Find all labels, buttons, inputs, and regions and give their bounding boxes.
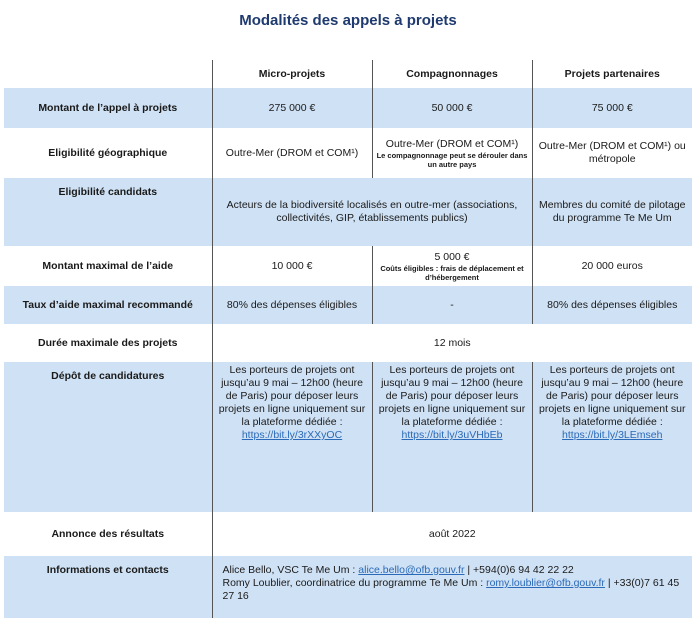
cell-value: Outre-Mer (DROM et COM¹) ou métropole	[532, 128, 692, 178]
row-annonce	[4, 512, 692, 556]
cell-value: 275 000 €	[212, 88, 372, 128]
contact-text: Alice Bello, VSC Te Me Um :	[222, 564, 359, 576]
row-duree	[4, 324, 692, 362]
cell-value: Membres du comité de pilotage du programme Te Me Um	[532, 178, 692, 246]
contact-text: Romy Loublier, coordinatrice du programme Te Me Um :	[222, 577, 487, 589]
email-link-alice[interactable]: alice.bello@ofb.gouv.fr	[358, 564, 465, 576]
row-label: Eligibilité candidats	[4, 178, 212, 246]
cell-value: 10 000 €	[212, 246, 372, 286]
cell-text: 5 000 €	[434, 250, 470, 263]
cell-value: 75 000 €	[532, 88, 692, 128]
row-label: Durée maximale des projets	[4, 324, 212, 362]
row-montant-max	[4, 246, 692, 286]
cell-value: août 2022	[212, 512, 692, 556]
cell-value	[372, 246, 532, 286]
header-compagnonnages: Compagnonnages	[372, 60, 532, 88]
cell-value: -	[372, 286, 532, 324]
row-candidats	[4, 178, 692, 246]
row-label: Taux d’aide maximal recommandé	[4, 286, 212, 324]
cell-value: 50 000 €	[372, 88, 532, 128]
cell-value: 80% des dépenses éligibles	[212, 286, 372, 324]
contact-cell	[212, 556, 692, 618]
row-taux	[4, 286, 692, 324]
link-micro-projets[interactable]: https://bit.ly/3rXXyOC	[241, 429, 343, 441]
link-compagnonnages[interactable]: https://bit.ly/3uVHbEb	[401, 429, 503, 441]
row-label: Informations et contacts	[4, 556, 212, 618]
cell-value: Outre-Mer (DROM et COM¹)	[212, 128, 372, 178]
header-row	[4, 60, 692, 88]
header-projets-partenaires: Projets partenaires	[532, 60, 692, 88]
cell-value	[372, 362, 532, 512]
row-label: Eligibilité géographique	[4, 128, 212, 178]
row-label: Montant de l’appel à projets	[4, 88, 212, 128]
cell-text: Outre-Mer (DROM et COM¹)	[385, 137, 519, 150]
row-depot	[4, 362, 692, 512]
row-label: Montant maximal de l’aide	[4, 246, 212, 286]
cell-value	[532, 362, 692, 512]
email-link-romy[interactable]: romy.loublier@ofb.gouv.fr	[486, 577, 605, 589]
row-montant	[4, 88, 692, 128]
cell-text: Les porteurs de projets ont jusqu’au 9 mai – 12h00 (heure de Paris) pour déposer leurs projets en ligne uniquement sur la plateforme dédiée :	[538, 364, 686, 428]
cell-note: Le compagnonnage peut se dérouler dans un autre pays	[376, 150, 528, 169]
cell-value	[372, 128, 532, 178]
cell-value: 12 mois	[212, 324, 692, 362]
contact-text: | +33(0)7 61 45 27 16	[222, 577, 680, 602]
cell-value: Acteurs de la biodiversité localisés en outre-mer (associations, collectivités, GIP, établissements publics)	[212, 178, 532, 246]
link-projets-partenaires[interactable]: https://bit.ly/3LEmseh	[562, 429, 663, 441]
header-empty	[4, 60, 212, 88]
contact-text: | +594(0)6 94 42 22 22	[464, 564, 574, 576]
row-label: Annonce des résultats	[4, 512, 212, 556]
cell-value: 80% des dépenses éligibles	[532, 286, 692, 324]
cell-value: 20 000 euros	[532, 246, 692, 286]
cell-text: Les porteurs de projets ont jusqu’au 9 mai – 12h00 (heure de Paris) pour déposer leurs projets en ligne uniquement sur la plateforme dédiée :	[378, 364, 526, 428]
row-label: Dépôt de candidatures	[4, 362, 212, 512]
cell-value	[212, 362, 372, 512]
projects-table	[4, 60, 692, 618]
row-info	[4, 556, 692, 618]
page-title: Modalités des appels à projets	[239, 12, 457, 29]
row-geo	[4, 128, 692, 178]
cell-text: Les porteurs de projets ont jusqu’au 9 mai – 12h00 (heure de Paris) pour déposer leurs projets en ligne uniquement sur la plateforme dédiée :	[218, 364, 366, 428]
header-micro-projets: Micro-projets	[212, 60, 372, 88]
cell-note: Coûts éligibles : frais de déplacement et d’hébergement	[380, 263, 524, 282]
